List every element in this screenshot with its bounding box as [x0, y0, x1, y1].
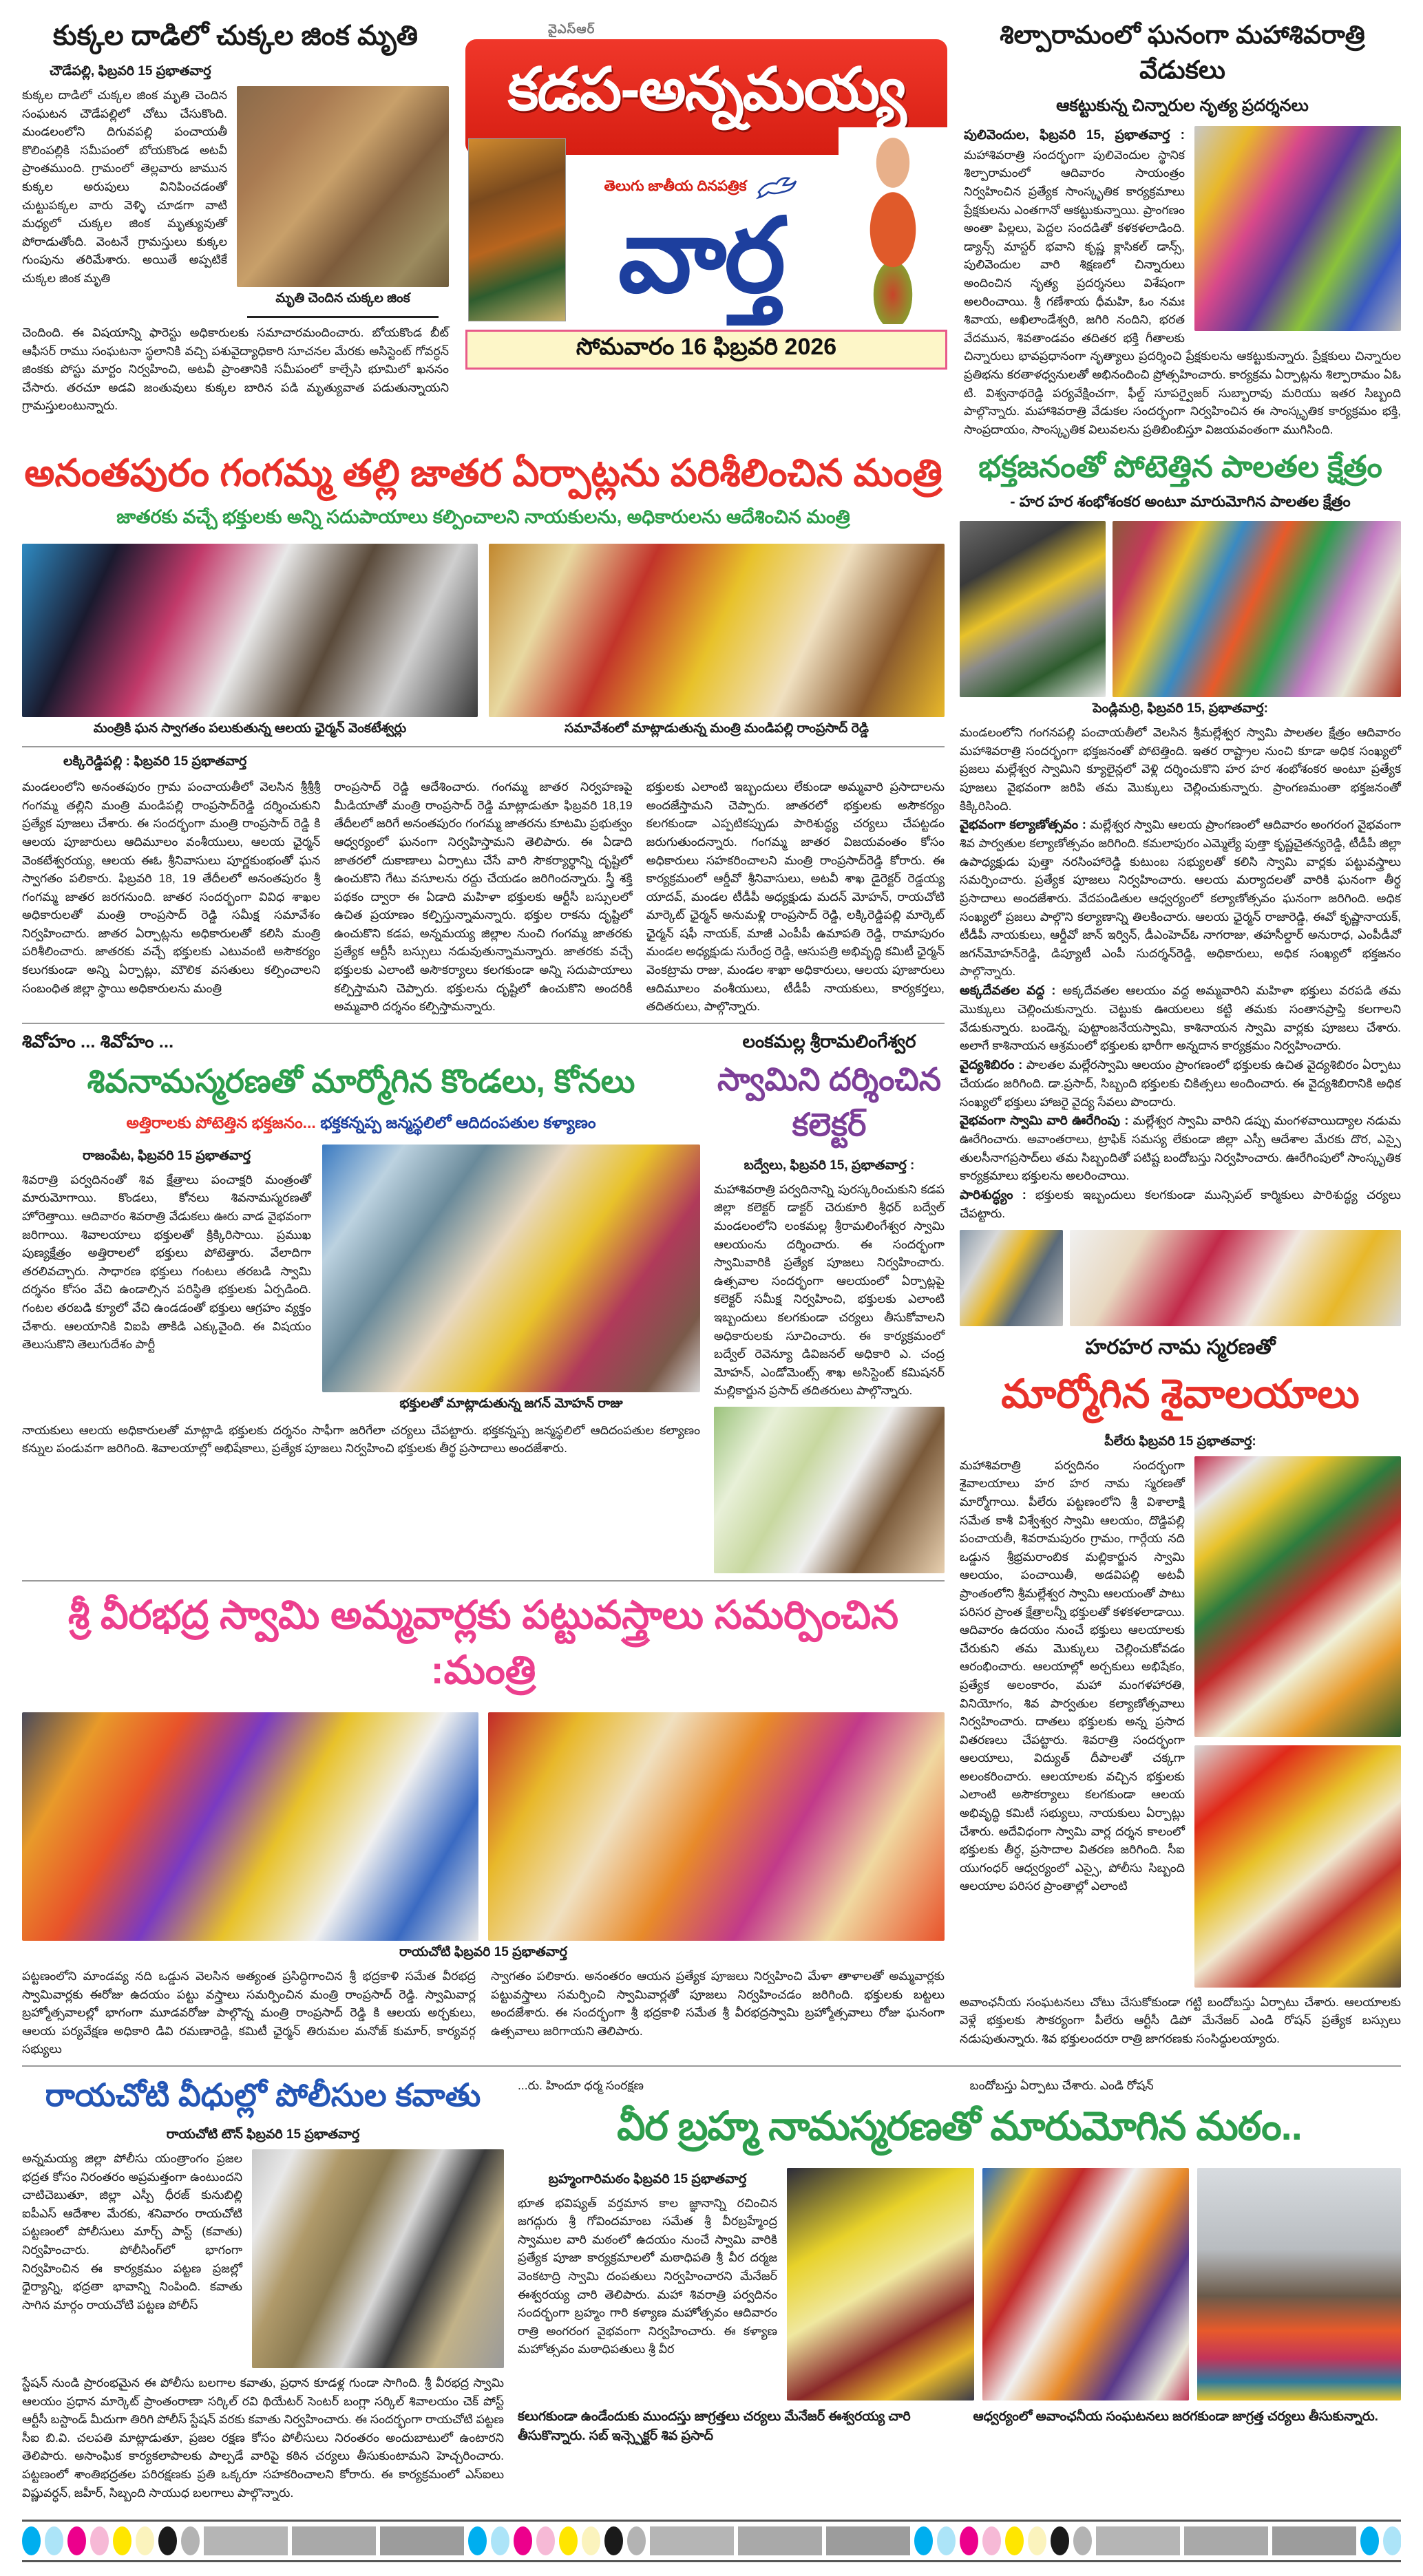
- palanquin-procession-photo: [1194, 1745, 1401, 1988]
- deer-body-bottom: చెందింది. ఈ విషయాన్ని ఫారెస్టు అధికారులకు సమాచారమందించారు. బోయకొండ బీట్ ఆఫీసర్ రాము సంఘటనా స్థలానికి వచ్చి పశువైద్యాధికారి సూచనల మేరకు అసిస్టెంట్ గోవర్ధన్ జింకకు పోస్టు మార్టం నిర్వహించి, అటవీ ప్రాంతానికి సమీపంలో కాల్చేసి భూమిలో ఖననం చేసారు. తరచూ అడవి జంతువులు కుక్కల బారిన పడి మృత్యువాత పడుతున్నాయని గ్రామస్తులంటున్నారు.: [22, 326, 449, 413]
- masthead-middle: [465, 155, 947, 326]
- saivalayalu-headline: మార్మోగిన శైవాలయాలు: [1001, 1371, 1360, 1416]
- matham-caption: కలుగకుండా ఉండేందుకు ముందస్తు జాగ్రత్తలు చర్యలు మేనేజర్ ఈశ్వరయ్య చారి తీసుకొన్నారు. సబ్ ఇన్స్పెక్టర్ శివ ప్రసాద్: [518, 2409, 911, 2444]
- collector-headline: స్వామిని దర్శించిన కలెక్టర్: [717, 1061, 942, 1142]
- priests-photo: [1070, 1230, 1401, 1326]
- registration-dot: [559, 2526, 578, 2555]
- deer-body-column: కుక్కల దాడిలో చుక్కల జింక మృతి చెందిన సంఘటన చౌడేపల్లిలో చోటు చేసుకొంది. మండలంలోని దిగువపల్లి పంచాయతీ కొలింపల్లికి సమీపంలో బోయకొండ అటవీ ప్రాంతముంది. గ్రామంలో తెల్లవారు జామున కుక్కల అరుపులు వినిపించడంతో చుట్టుపక్కల వారు వెళ్ళి చూడగా వాటి మధ్యలో చుక్కల జింక మృత్యువుతో పోరాడుతోంది. వెంటనే గ్రామస్తులు కుక్కల గుంపును తరిమేశారు. అయితే అప్పటికే చుక్కల జింక మృతి: [22, 88, 227, 285]
- divider: [22, 746, 945, 747]
- matham-headline: వీర బ్రహ్మ నామస్మరణతో మారుమోగిన మఠం..: [617, 2103, 1302, 2149]
- palathala-section: [960, 1055, 1401, 1111]
- siva-body-more: నాయకులు ఆలయ అధికారులతో మాట్లాడి భక్తులకు దర్శనం సాఫీగా జరిగేలా చర్యలు చేపట్టారు. భక్తకన్నప్ప జన్మస్థలిలో ఆదిదంపతుల కల్యాణం కన్నుల పండువగా జరిగింది. శివాలయాల్లో అభిషేకాలు, ప్రత్యేక పూజలు నిర్వహించి భక్తులకు తీర్థ ప్రసాదాలు అందజేశారు.: [22, 1423, 700, 1456]
- registration-dot: [22, 2526, 41, 2555]
- registration-gray-box: [826, 2526, 910, 2555]
- veerabhadra-column-fragment: ...రు. హిందూ ధర్మ సంరక్షణ: [518, 2078, 644, 2092]
- police-dateline: రాయచోటి టౌన్ ఫిబ్రవరి 15 ప్రభాతవార్త: [166, 2127, 360, 2142]
- registration-dot: [90, 2526, 109, 2555]
- dancers-photo: [1194, 126, 1401, 331]
- right-rail: [960, 449, 1401, 2058]
- police-march-photo: [252, 2149, 504, 2368]
- article-veerabhadra: [22, 1593, 945, 2058]
- palathala-section-text: పాలతల మల్లేరస్వామి ఆలయం ప్రాంగణంలో భక్తులకు ఉచిత వైద్యశిబిరం ఏర్పాటు చేయడం జరిగింది. డా.ప్రసాద్, సిబ్బంది భక్తులకు చికిత్సలు అందించారు. ఈ వైద్యశిబిరానికి అధిక సంఖ్యలో భక్తులు హాజరై వైద్య సేవలు పొందారు.: [960, 1057, 1401, 1109]
- registration-dot: [514, 2526, 532, 2555]
- shilparamam-body: మహాశివరాత్రి సందర్భంగా పులివెందుల స్థానిక శిల్పారామంలో ఆదివారం సాయంత్రం నిర్వహించిన ప్రత్యేక సాంస్కృతిక కార్యక్రమాలు ప్రేక్షకులను ఎంతగానో ఆకట్టుకున్నాయి. ప్రాంగణం అంతా పిల్లలు, పెద్దల సందడితో కళకళలాడింది. డ్యాన్స్ మాస్టర్ భవాని కృష్ణ క్లాసికల్ డాన్స్, పులివెందుల వారి శిక్షణలో చిన్నారులు అందించిన నృత్య ప్రదర్శనలు విశేషంగా అలరించాయి. శ్రీ గణేశాయ ధీమహి, ఓం నమః శివాయ, అఖిలాండేశ్వరి, జగిరి నందిని, భరత వేదమున, శివతాండవం తదితర భక్తి గీతాలకు చిన్నారులు భావప్రధానంగా నృత్యాలు ప్రదర్శించి ప్రేక్షకులను ఆకట్టుకున్నారు. ప్రేక్షకులు చిన్నారుల ప్రతిభను కరతాళధ్వనులతో అభినందించి ప్రోత్సహించారు. కార్యక్రమ ఏర్పాట్లను శిల్పారామం ఏఓ టి. విశ్వనాథరెడ్డి పర్యవేక్షించగా, ఫీల్డ్ సూపర్వైజర్ సుబ్బారావు మరియు ఇతర సిబ్బంది పాల్గొన్నారు. మహాశివరాత్రి వేడుకల సందర్భంగా నిర్వహించిన ఈ సాంస్కృతిక కార్యక్రమం భక్తి, సాంప్రదాయం, సాంస్కృతిక విలువలను ప్రతిబింబిస్తూ విజయవంతంగా ముగిసింది.: [964, 147, 1401, 436]
- masthead-tagline: తెలుగు జాతీయ దినపత్రిక: [604, 178, 747, 194]
- kalyanam-ritual-photo: [982, 2168, 1189, 2401]
- minister-meeting-figure: [489, 544, 945, 739]
- matham-dateline: బ్రహ్మంగారిమఠం ఫిబ్రవరి 15 ప్రభాతవార్త: [548, 2171, 747, 2186]
- masthead: [465, 21, 947, 438]
- article-minister-jatara: [22, 449, 945, 1015]
- left-main-column: [22, 449, 945, 2058]
- saivalayalu-body: మహాశివరాత్రి పర్వదినం సందర్భంగా శైవాలయాలు హర హర నామ స్మరణతో మార్మోగాయి. పీలేరు పట్టణంలోని శ్రీ విశాలాక్షి సమేత కాశీ విశ్వేశ్వర స్వామి ఆలయం, దొడ్డిపల్లి పంచాయతీ, శివరామపురం గ్రామం, గార్గేయ నది ఒడ్డున శ్రీభ్రమరాంబిక మల్లికార్జున స్వామి ఆలయం, పంచాయితీ, అడవిపల్లి అటవీ ప్రాంతంలోని శ్రీమల్లేశ్వర స్వామి ఆలయంతో పాటు పరిసర ప్రాంత క్షేత్రాలన్నీ భక్తులతో కళకళలాడాయి. ఆదివారం ఉదయం నుంచే భక్తులు ఆలయాలకు చేరుకుని తమ మొక్కులు చెల్లించుకోవడం ఆరంభించారు. ఆలయాల్లో అర్చకులు అభిషేకం, ప్రత్యేక అలంకారం, మహా మంగళహారతి, వినియోగం, శివ పార్వతుల కల్యాణోత్సవాలు నిర్వహించారు. దాతలు భక్తులకు అన్న ప్రసాద వితరణలు చేపట్టారు. శివరాత్రి సందర్భంగా ఆలయాలు, విద్యుత్ దీపాలతో చక్కగా అలంకరించారు. ఆలయాలకు వచ్చిన భక్తులకు ఎలాంటి అసౌకర్యాలు కలగకుండా ఆలయ అభివృద్ధి కమిటీ సభ్యులు, నాయకులు ఏర్పాట్లు చేశారు. అదేవిధంగా స్వామి వార్ల దర్శన కాలంలో భక్తులకు తీర్థ, ప్రసాదాల వితరణ జరిగింది. సీఐ యుగంధర్ ఆధ్వర్యంలో ఎస్సై, పోలీసు సిబ్బంది ఆలయాల పరిసర ప్రాంతాల్లో ఎలాంటి: [960, 1458, 1185, 1893]
- top-row: [22, 21, 1401, 438]
- jagan-interaction-photo: [322, 1145, 700, 1392]
- registration-dot: [158, 2526, 177, 2555]
- caption-rule: [247, 316, 438, 318]
- saivalayalu-dateline: పీలేరు ఫిబ్రవరి 15 ప్రభాతవార్త:: [1104, 1434, 1256, 1449]
- article-collector: [714, 1031, 945, 1573]
- palathala-section-text: మల్లేశ్వర స్వామి ఆలయ ప్రాంగణంలో ఆదివారం అంగరంగ వైభవంగా శివ పార్వతుల కల్యాణోత్సవం జరిగింది. కమలాపురం ఎమ్మెల్యే పుత్తా కృష్ణచైతన్యరెడ్డి, టీడీపీ జిల్లా ఉపాధ్యక్షుడు పుత్తా నరసింహారెడ్డి కుటుంబ సభ్యులతో కలిసి స్వామి వార్లకు పట్టువస్త్రాలు సమర్పించారు. ప్రత్యేక పూజలు నిర్వహించారు. ఆలయ మర్యాదలతో వారికి ఘనంగా తీర్థ ప్రసాదాలు అందజేశారు. వేదపండితుల ఆధ్వర్యంలో కల్యాణోత్సవం ఘనంగా జరిగింది. అధిక సంఖ్యలో ప్రజలు పాల్గొని కల్యాణాన్ని తిలకించారు. ఆలయ ఛైర్మన్ రాజారెడ్డి, ఈవో కృష్ణానాయక్, టీడీపీ నాయకులు, ఆర్డీవో జాన్ ఇర్విన్, డీఎంహెచ్ఓ నాగరాజు, తహసీల్దార్ అనురాధ, ఎంపీడీవో జగన్‌మోహన్‌రెడ్డి, డిప్యూటీ ఎంపీ సుదర్శన్‌రెడ్డి, అధికారులు, అధిక సంఖ్యలో భక్తజనం పాల్గొన్నారు.: [960, 818, 1401, 979]
- masthead-red-title: కడప-అన్నమయ్య: [465, 39, 947, 155]
- article-police-march: [22, 2076, 504, 2502]
- divider: [22, 1023, 945, 1024]
- procession-caption: ఆధ్వర్యంలో అవాంఛనీయ సంఘటనలు జరగకుండా జాగ్రత్త చర్యలు తీసుకున్నారు.: [973, 2409, 1378, 2424]
- palathala-section: [960, 1185, 1401, 1223]
- divider: [22, 2065, 1401, 2067]
- palathala-section: [960, 981, 1401, 1055]
- matham-puja-photo: [787, 2168, 974, 2401]
- registration-dot: [1051, 2526, 1069, 2555]
- women-procession-photo: [1197, 2168, 1401, 2401]
- palathala-subhead: - హర హర శంభోశంకర అంటూ మారుమోగిన పాలతల క్షేత్రం: [1010, 493, 1351, 511]
- registration-gray-box: [204, 2526, 288, 2555]
- registration-dot: [67, 2526, 86, 2555]
- siva-dateline: రాజంపేట, ఫిబ్రవరి 15 ప్రభాతవార్త: [82, 1148, 251, 1163]
- veerabhadra-column-1: పట్టణంలోని మాండవ్య నది ఒడ్డున వెలసిన అత్యంత ప్రసిద్ధిగాంచిన శ్రీ భద్రకాళి సమేత వీరభద్ర స్వామివార్లకు ఈరోజు ఉదయం పట్టు వస్త్రాలు సమర్పించిన మంత్రి రాంప్రసాద్ రెడ్డి. స్వామివార్ల బ్రహ్మోత్సవాలల్లో భాగంగా మూడవరోజు పాల్గొన్న మంత్రి రాంప్రసాద్ రెడ్డి కి ఆలయ అర్చకులు, ఆలయ పర్యవేక్షణ అధికారి డివి రమణారెడ్డి, కమిటీ ఛైర్మన్ తిరుమల మనోజ్ కుమార్, కార్యవర్గ సభ్యులు: [22, 1968, 476, 2056]
- palathala-section-text: మల్లేశ్వర స్వామి వారిని డప్పు మంగళవాయిద్యాల నడుమ ఊరేగించారు. అవాంతరాలు, ట్రాఫిక్ సమస్య లేకుండా జిల్లా ఎస్పీ ఆదేశాల మేరకు దొర, ఎస్సై తులసీనాగప్రసాద్‌లు తమ సిబ్బందితో పటిష్ట బందోబస్తు నిర్వహించారు. ఊరేగింపులో సాంస్కృతిక కార్యక్రమాలు భక్తులను అలరించాయి.: [960, 1114, 1401, 1183]
- palathala-section-label: పారిశుద్ధ్యం :: [960, 1187, 1026, 1202]
- registration-dot: [181, 2526, 200, 2555]
- registration-dot: [1383, 2526, 1401, 2555]
- palathala-section-label: వైద్యశిబిరం :: [960, 1056, 1023, 1072]
- matham-body: భూత భవిష్యత్ వర్తమాన కాల జ్ఞానాన్ని రచించిన జగద్గురు శ్రీ గోవిందమాంబ సమేత శ్రీ వీరబ్రహ్మేంద్ర స్వాముల వారి మఠంలో ఉదయం నుంచే స్వామి వారికి ప్రత్యేక పూజా కార్యక్రమాలలో మఠాధిపతి శ్రీ వీర దర్మజ వెంకటాద్రి స్వామి దంపతులు నిర్వహించారని మేనేజర్ ఈశ్వరయ్య చారి తెలిపారు. మహా శివరాత్రి పర్వదినం సందర్భంగా బ్రహ్మం గారి కళ్యాణ మహోత్సవం ఆదివారం రాత్రి అంగరంగ వైభవంగా నిర్వహించారు. ఈ కళ్యాణ మహోత్సవం మఠాధిపతులు శ్రీ వీర: [518, 2195, 777, 2356]
- registration-dot: [136, 2526, 154, 2555]
- shilparamam-headline: శిల్పారామంలో ఘనంగా మహాశివరాత్రి వేడుకలు: [1000, 21, 1365, 84]
- deer-photo-caption: మృతి చెందిన చుక్కల జింక: [275, 291, 410, 306]
- article-sivanamasmarana: [22, 1031, 700, 1573]
- divider: [22, 1580, 945, 1582]
- palathala-section-text: అక్కదేవతల ఆలయం వద్ద అమ్మవారిని మహిళా భక్తులు వరపడి తమ మొక్కులు చెల్లించుకున్నారు. చెట్టుకు ఊయలలు కట్టి తమకు సంతానప్రాప్తి కలగాలని వేడుకున్నారు. బండెన్న, పుట్టాంజనేయస్వామి, కాశినాయన స్వామి వార్లకు పూజలు చేశారు. అలాగే కాశినాయన ఆశ్రమంలో భక్తులకు భారీగా అన్నదాన కార్యక్రమం నిర్వహించారు.: [960, 983, 1401, 1053]
- registration-dot: [113, 2526, 131, 2555]
- venkateswara-deity-photo: [468, 138, 566, 321]
- collector-kicker: లంకమల్ల శ్రీరామలింగేశ్వర: [742, 1030, 916, 1052]
- saivalayalu-kicker: హరహర నామ స్మరణతో: [1085, 1335, 1276, 1359]
- registration-dot: [604, 2526, 623, 2555]
- registration-gray-box: [292, 2526, 376, 2555]
- masthead-date-bar: సోమవారం 16 ఫిబ్రవరి 2026: [465, 330, 947, 370]
- siva-photo-caption: భక్తులతో మాట్లాడుతున్న జగన్ మోహన్ రాజు: [399, 1396, 623, 1411]
- masthead-edition-label: వైఎస్ఆర్: [548, 22, 595, 36]
- registration-dot: [45, 2526, 63, 2555]
- veerabhadra-column-2: స్వాగతం పలికారు. అనంతరం ఆయన ప్రత్యేక పూజలు నిర్వహించి మేళా తాళాలతో అమ్మవార్లకు పట్టువస్త్రాలు సమర్పించి స్వామివార్లతో పూజలు నిర్వహించడం జరిగింది. భక్తులకు బట్టలు అందజేశారు. ఈ సందర్భంగా శ్రీ భద్రకాళి సమేత శ్రీ వీరభద్రస్వామి బ్రహ్మోత్సవాలు రోజు ఘనంగా ఉత్సవాలు జరిగాయని తెలిపారు.: [491, 1968, 945, 2038]
- palathala-intro: మండలంలోని గంగనపల్లి పంచాయతీలో వెలసిన శ్రీమల్లేశ్వర స్వామి పాలతల క్షేత్రం ఆదివారం మహాశివరాత్రి సందర్భంగా భక్తజనంతో పోటెత్తింది. ఇతర రాష్ట్రాల నుంచి కూడా అధిక సంఖ్యలో ప్రజలు మల్లేశ్వర స్వామిని క్యూలైన్లలో వెళ్లి దర్శించుకొని హర హర శంభోశంకర అంటూ ప్రత్యేక పూజలు వైభవంగా జరిపి తమ మొక్కులు చెల్లించుకున్నారు. ప్రాంగణమంతా భక్తజనంతో కిక్కిరిసింది.: [960, 725, 1401, 813]
- siva-kicker: శివోహం ... శివోహం ...: [22, 1030, 174, 1052]
- palathala-section: [960, 1111, 1401, 1185]
- minister-headline: అనంతపురం గంగమ్మ తల్లి జాతర ఏర్పాట్లను పరిశీలించిన మంత్రి: [24, 451, 942, 495]
- print-bar-wrap: [22, 2520, 1401, 2562]
- matham-figures: [787, 2168, 1401, 2401]
- minister-welcome-photo: [22, 544, 478, 717]
- registration-dot: [960, 2526, 978, 2555]
- registration-dot: [627, 2526, 646, 2555]
- article-deer: [22, 21, 449, 438]
- decorated-lingam-photo: [1194, 1456, 1401, 1737]
- registration-gray-box: [380, 2526, 464, 2555]
- minister-meeting-photo: [489, 544, 945, 717]
- registration-dot: [468, 2526, 487, 2555]
- siva-headline: శివనామస్మరణతో మార్మోగిన కొండలు, కోనలు: [87, 1062, 635, 1099]
- article-saivalayalu: [960, 1336, 1401, 2048]
- registration-dot: [1360, 2526, 1379, 2555]
- minister-welcome-figure: [22, 544, 478, 739]
- minister-column-3: భక్తులకు ఎలాంటి ఇబ్బందులు లేకుండా అమ్మవారి ప్రసాదాలను అందజేస్తామని చెప్పారు. జాతరలో భక్తులకు అసౌకర్యం కలగకుండా ఎప్పటికప్పుడు పారిశుద్ధ్య చర్యలు చేపట్టడం జరుగుతుందన్నారు. గంగమ్మ జాతర విజయవంతం కోసం అధికారులు సహకరించాలని మంత్రి రాంప్రసాద్‌రెడ్డి కోరారు. ఈ కార్యక్రమంలో ఆర్డీవో శ్రీనివాసులు, అటవీ శాఖ డైరెక్టర్ రెడ్డయ్య యాదవ్, మండల టీడీపీ అధ్యక్షుడు మదన్ మోహన్, రాయచోటి మార్కెట్ ఛైర్మన్ అనుమళ్లి రాంప్రసాద్ రెడ్డి, లక్కిరెడ్డిపల్లి మార్కెట్ ఛైర్మన్ షఫీ నాయక్, మాజీ ఎంపీపీ ఉమాపతి రెడ్డి, రామాపురం మండల అధ్యక్షుడు సురేంద్ర రెడ్డి, ఆసుపత్రి అభివృద్ధి కమిటీ ఛైర్మన్ వెంకట్రామ రాజు, మండల శాఖా అధికారులు, ఆలయ పూజారులు ఆదిమూలం వంశీయులు, టీడీపీ నాయకులు, కార్యకర్తలు, తదితరులు, పాల్గొన్నారు.: [646, 780, 945, 1014]
- article-matham-group: [518, 2076, 1401, 2502]
- siva-body-column: శివరాత్రి పర్వదినంతో శివ క్షేత్రాలు పంచాక్షరి మంత్రంతో మారుమోగాయి. కొండలు, కోనలు శివనామస్మరణతో హోరెత్తాయి. ఆదివారం శివరాత్రి వేడుకలు ఊరు వాడ వైభవంగా జరిగాయి. శివాలయాలు భక్తులతో క్రిక్కిరిసాయి. ప్రముఖ పుణ్యక్షేత్రం అత్తిరాలలో భక్తులు పోటెత్తారు. వేలాదిగా తరలివచ్చారు. సాధారణ భక్తులు గంటలు తరబడి స్వామి దర్శనం కోసం వేచి ఉండాల్సిన పరిస్థితి భక్తులకు ఏర్పడింది. గంటల తరబడి క్యూలో వేచి ఉండడంతో భక్తులు ఆగ్రహం వ్యక్తం చేశారు. ఆలయానికి విఐపి తాకిడి ఎక్కువైంది. ఈ విషయం తెలుసుకొని తెలుగుదేశం పార్టీ: [22, 1172, 311, 1352]
- masthead-main-title: వార్త: [618, 198, 784, 313]
- article-palathala: [960, 449, 1401, 1326]
- minister-welcome-caption: మంత్రికి ఘన స్వాగతం పలుకుతున్న ఆలయ ఛైర్మన్ వెంకటేశ్వర్లు: [93, 721, 407, 736]
- palathala-section-text: భక్తులకు ఇబ్బందులు కలగకుండా మున్సిపల్ కార్మికులు పారిశుద్ధ్య చర్యలు చేపట్టారు.: [960, 1188, 1401, 1221]
- palathala-dateline: పెండ్లిమర్రి, ఫిబ్రవరి 15, ప్రభాతవార్త:: [1093, 701, 1268, 716]
- registration-dot: [1028, 2526, 1046, 2555]
- palathala-section: [960, 815, 1401, 981]
- siva-subhead-blue: భక్తకన్నప్ప జన్మస్థలిలో ఆదిదంపతుల కళ్యాణం: [320, 1113, 596, 1131]
- registration-dot: [582, 2526, 600, 2555]
- veerabhadra-offering-photo: [488, 1712, 945, 1941]
- police-headline: రాయచోటి వీధుల్లో పోలీసుల కవాతు: [45, 2076, 481, 2113]
- registration-dot: [1005, 2526, 1024, 2555]
- registration-dot: [491, 2526, 509, 2555]
- collector-body: మహాశివరాత్రి పర్వదినాన్ని పురస్కరించుకుని కడప జిల్లా కలెక్టర్ డాక్టర్ చెరుకూరి శ్రీధర్ బద్వేల్ మండలంలోని లంకమల్ల శ్రీరామలింగేశ్వర స్వామి ఆలయంను దర్శించారు. ఈ సందర్భంగా స్వామివారికి ప్రత్యేక పూజలు నిర్వహించారు. ఉత్సవాల సందర్భంగా ఆలయంలో ఏర్పాట్లపై కలెక్టర్ సమీక్ష నిర్వహించి, భక్తులకు ఎలాంటి ఇబ్బందులు కలగకుండా చర్యలు తీసుకోవాలని అధికారులకు సూచించారు. ఈ కార్యక్రమంలో బద్వేల్ రెవెన్యూ డివిజనల్ అధికారి ఎ. చంద్ర మోహన్, ఎండోమెంట్స్ శాఖ అసిస్టెంట్ కమిషనర్ మల్లికార్జున ప్రసాద్ తదితరులు పాల్గొన్నారు.: [714, 1182, 945, 1398]
- deer-figure: [237, 86, 449, 318]
- siva-subhead-red: అత్తిరాలకు పోటెత్తిన భక్తజనం...: [126, 1113, 316, 1131]
- minister-meeting-caption: సమావేశంలో మాట్లాడుతున్న మంత్రి మండిపల్లి రాంప్రసాద్ రెడ్డి: [565, 721, 869, 736]
- deer-photo: [237, 86, 449, 287]
- minister-column-1: మండలంలోని అనంతపురం గ్రామ పంచాయతీలో వెలసిన శ్రీశ్రీశ్రీ గంగమ్మ తల్లిని మంత్రి మండిపల్లి రాంప్రసాద్‌రెడ్డి దర్శించుకుని ప్రత్యేక పూజలు చేశారు. ఈ సందర్భంగా మంత్రి రాంప్రసాద్ రెడ్డి కి ఆలయ పూజారులు ఆదిమూలం వంశీయులు, ఆలయ ఛైర్మన్ వెంకటేశ్వరయ్య, ఆలయ ఈఓ శ్రీనివాసులు పూర్ణకుంభంతో ఘన స్వాగతం పలికారు. ఫిబ్రవరి 18, 19 తేదీలలో అనంతపురం శ్రీ గంగమ్మ జాతర జరగనుంది. జాతర సందర్భంగా వివిధ శాఖల అధికారులతో మంత్రి రాంప్రసాద్ రెడ్డి సమీక్ష సమావేశం నిర్వహించారు. జాతర ఏర్పాట్లను అధికారులతో కలిసి మంత్రి పరిశీలించారు. జాతరకు వచ్చే భక్తులకు ఎటువంటి అసౌకర్యం కలుగకుండా అన్ని ఏర్పాట్లు, మౌలిక వసతులు కల్పించాలని సంబంధిత జిల్లా స్థాయి అధికారులను మంత్రి: [22, 780, 321, 995]
- annamayya-illustration: [839, 127, 947, 324]
- minister-dateline: లక్కిరెడ్డిపల్లి : ఫిబ్రవరి 15 ప్రభాతవార్త: [63, 754, 247, 769]
- saivalayalu-fragment: బందోబస్తు ఏర్పాటు చేశారు. ఎండి రోషన్: [969, 2078, 1154, 2092]
- palathala-headline: భక్తజనంతో పోటెత్తిన పాలతల క్షేత్రం: [978, 450, 1382, 485]
- shilparamam-subhead: ఆకట్టుకున్న చిన్నారుల నృత్య ప్రదర్శనలు: [1056, 96, 1309, 115]
- palathala-section-label: అక్కదేవతల వద్ద :: [960, 983, 1056, 997]
- registration-gray-box: [1096, 2526, 1180, 2555]
- saivalayalu-body-end: అవాంఛనీయ సంఘటనలు చోటు చేసుకోకుండా గట్టి బందోబస్తు ఏర్పాటు చేశారు. ఆలయాలకు వెళ్లే భక్తులకు సౌకర్యంగా పీలేరు ఆర్టీసీ డిపో మేనేజర్ ఎండి రోషన్ ప్రత్యేక బస్సులు నడుపుతున్నారు. శివ భక్తులందరూ రాత్రి జాగరణకు సంసిద్ధులయ్యారు.: [960, 1994, 1401, 2045]
- minister-column-2: రాంప్రసాద్ రెడ్డి ఆదేశించారు. గంగమ్మ జాతర నిర్వహణపై మీడియాతో మంత్రి రాంప్రసాద్ రెడ్డి మాట్లాడుతూ ఫిబ్రవరి 18,19 తేదీలలో జరిగే అనంతపురం గంగమ్మ జాతరను కూటమి ప్రభుత్వం ఆధ్వర్యంలో ఘనంగా నిర్వహిస్తామని తెలిపారు. ఈ ఏడాది జాతరలో దుకాణాలు ఏర్పాటు చేసే వారి సౌకర్యార్థాన్ని దృష్టిలో ఉంచుకొని గేటు వసూలను రద్దు చేయడం జరిగిందన్నారు. స్త్రీ శక్తి పథకం ద్వారా ఈ ఏడాది మహిళా భక్తులకు ఆర్టీసీ బస్సులలో ఉచిత ప్రయాణం కల్పిస్తున్నామన్నారు. భక్తుల రాకను దృష్టిలో ఉంచుకొని కడప, అన్నమయ్య జిల్లాల నుంచి గంగమ్మ జాతరకు ప్రత్యేక ఆర్టీసీ బస్సులు నడువుతున్నామన్నారు. జాతరకు వచ్చే భక్తులకు ఎలాంటి అసౌకర్యాలు కలగకుండా అన్ని సదుపాయాలు కల్పిస్తామని చెప్పారు. భక్తులను దృష్టిలో ఉంచుకొని అందరికీ అమ్మవారి దర్శనం కల్పిస్తామన్నారు.: [334, 780, 633, 1014]
- registration-gray-box: [1184, 2526, 1268, 2555]
- collector-visit-photo: [714, 1407, 945, 1573]
- registration-gray-box: [1272, 2526, 1356, 2555]
- veerabhadra-procession-photo: [22, 1712, 478, 1941]
- deer-headline: కుక్కల దాడిలో చుక్కల జింక మృతి: [52, 21, 419, 51]
- registration-dot: [536, 2526, 555, 2555]
- devotees-queue-photo: [960, 1230, 1063, 1326]
- palathala-section-label: వైభవంగా స్వామి వారి ఊరేగింపు :: [960, 1113, 1129, 1128]
- devotees-crowd-photo: [1113, 521, 1401, 697]
- saivalayalu-figures: [1194, 1456, 1401, 1988]
- palathala-section-label: వైభవంగా కల్యాణోత్సవం :: [960, 817, 1086, 832]
- registration-gray-box: [650, 2526, 734, 2555]
- shilparamam-dateline: పులివెందుల, ఫిబ్రవరి 15, ప్రభాతవార్త :: [964, 128, 1185, 142]
- registration-dot: [1073, 2526, 1092, 2555]
- registration-gray-box: [738, 2526, 822, 2555]
- article-shilparamam: [964, 21, 1401, 438]
- minister-subhead: జాతరకు వచ్చే భక్తులకు అన్ని సదుపాయాలు కల్పించాలని నాయకులను, అధికారులను ఆదేశించిన మంత్రి: [116, 507, 850, 528]
- collector-dateline: బద్వేలు, ఫిబ్రవరి 15, ప్రభాతవార్త :: [744, 1158, 915, 1173]
- print-registration-bar: [22, 2526, 1401, 2556]
- police-body-column: అన్నమయ్య జిల్లా పోలీసు యంత్రాంగం ప్రజల భద్రత కోసం నిరంతరం అప్రమత్తంగా ఉంటుందని చాటిచెబుతూ, జిల్లా ఎస్పీ ధీరజ్ కునుబిల్లి ఐపీఎస్ ఆదేశాల మేరకు, శనివారం రాయచోటి పట్టణంలో పోలీసులు మార్చ్ పాస్ట్ (కవాతు) నిర్వహించారు. పోలీసింగ్‌లో భాగంగా నిర్వహించిన ఈ కార్యక్రమం పట్టణ ప్రజల్లో ధైర్యాన్ని, భద్రతా భావాన్ని నింపింది. కవాతు సాగిన మార్గం రాయచోటి పట్టణ పోలీస్: [22, 2151, 242, 2312]
- veerabhadra-headline: శ్రీ వీరభద్ర స్వామి అమ్మవార్లకు పట్టువస్త్రాలు సమర్పించిన :మంత్రి: [67, 1593, 899, 1692]
- siva-figure: [322, 1145, 700, 1414]
- lingam-photo: [960, 521, 1106, 697]
- veerabhadra-dateline: రాయచోటి ఫిబ్రవరి 15 ప్రభాతవార్త: [399, 1944, 567, 1959]
- registration-dot: [982, 2526, 1001, 2555]
- registration-dot: [914, 2526, 933, 2555]
- registration-dot: [937, 2526, 956, 2555]
- deer-dateline: చౌడేపల్లి, ఫిబ్రవరి 15 ప్రభాతవార్త: [50, 64, 211, 78]
- police-body-more: స్టేషన్ నుండి ప్రారంభమైన ఈ పోలీసు బలగాల కవాతు, ప్రధాన కూడళ్ల గుండా సాగింది. శ్రీ వీరభద్ర స్వామి ఆలయం ప్రధాన మార్కెట్ ప్రాంతంరాణా సర్కిల్ రవి థియేటర్ సెంటర్ బంగ్లా సర్కిల్ శివాలయం చెక్ పోస్ట్ ఆర్టీసీ బస్టాండ్ మీదుగా తిరిగి పోలీస్ స్టేషన్ వరకు కవాతు నిర్వహించారు. ఈ సందర్భంగా రాయచోటి పట్టణ సీఐ బి.వి. చలపతి మాట్లాడుతూ, ప్రజల రక్షణ కోసం పోలీసులు నిరంతరం అందుబాటులో ఉంటారని తెలిపారు. అసాంఘిక కార్యకలాపాలకు పాల్పడే వారిపై కఠిన చర్యలు తీసుకుంటామని హెచ్చరించారు. పట్టణంలో శాంతిభద్రతల పరిరక్షణకు ప్రతి ఒక్కరూ సహకరించాలని కోరారు. ఈ కార్యక్రమంలో ఎస్ఐలు విష్ణువర్ధన్, జహీర్, సిబ్బంది సాయుధ బలగాలు పాల్గొన్నారు.: [22, 2375, 504, 2500]
